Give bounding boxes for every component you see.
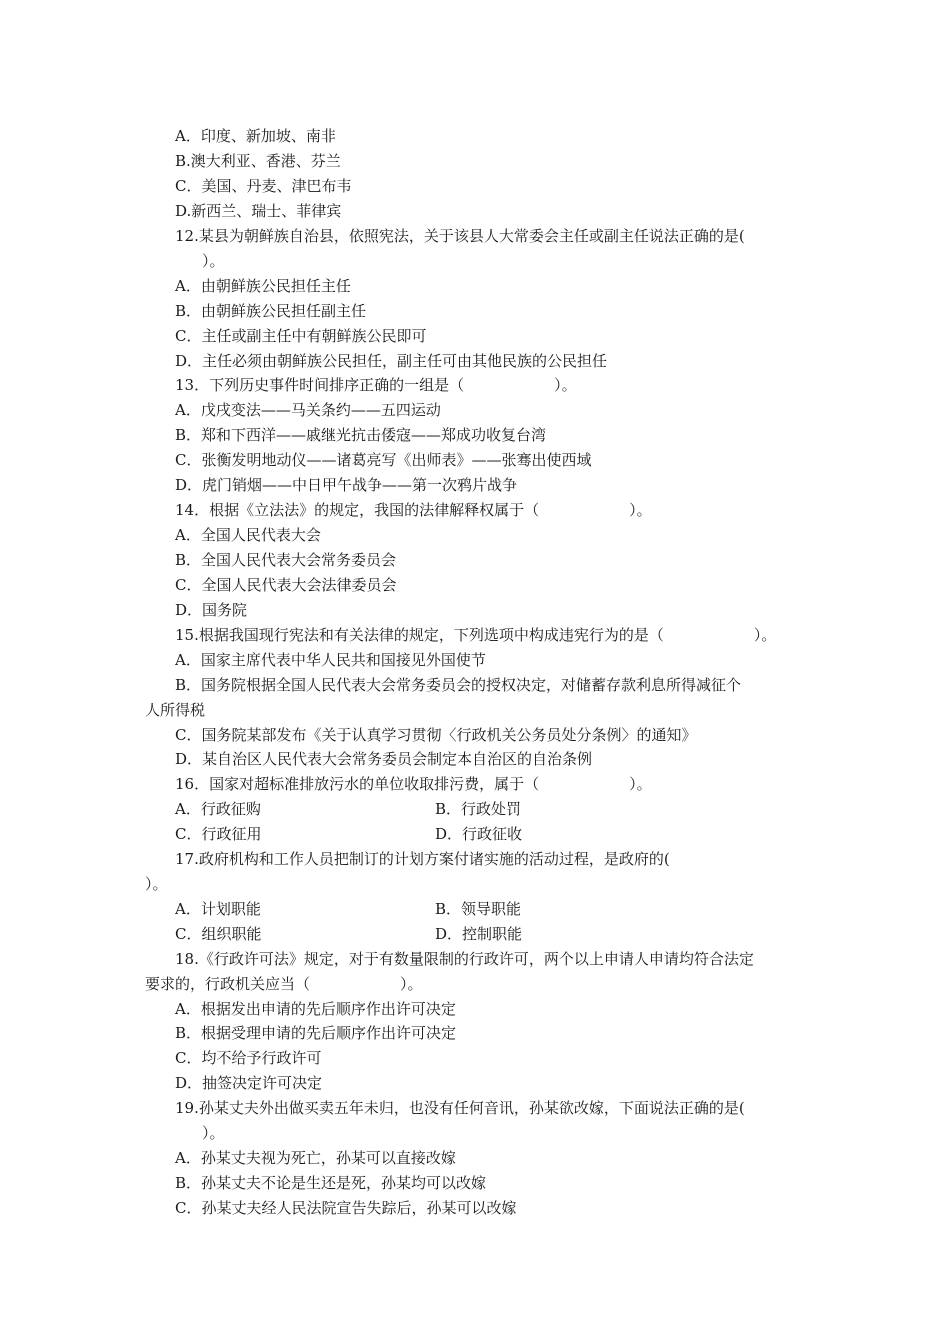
q11-option-c: C．美国、丹麦、津巴布韦 [175, 177, 352, 195]
q12-option-d: D．主任必须由朝鲜族公民担任，副主任可由其他民族的公民担任 [175, 352, 608, 370]
q16-option-c: C．行政征用 [175, 825, 262, 843]
q12-option-a: A．由朝鲜族公民担任主任 [175, 277, 351, 295]
q15-option-d: D．某自治区人民代表大会常务委员会制定本自治区的自治条例 [175, 750, 593, 768]
q12-stem: 12.某县为朝鲜族自治县，依照宪法，关于该县人大常委会主任或副主任说法正确的是( [175, 227, 745, 245]
q17-stem-end: ）。 [145, 875, 168, 893]
q14-option-c: C．全国人民代表大会法律委员会 [175, 576, 397, 594]
q13-option-c: C．张衡发明地动仪——诸葛亮写《出师表》——张骞出使西域 [175, 451, 592, 469]
q13-option-b: B．郑和下西洋——戚继光抗击倭寇——郑成功收复台湾 [175, 426, 547, 444]
q17-option-a: A．计划职能 [175, 900, 261, 918]
q15-option-b: B．国务院根据全国人民代表大会常务委员会的授权决定，对储蓄存款利息所得减征个 [175, 676, 742, 694]
q17-option-b: B．领导职能 [435, 900, 522, 918]
q15-option-b-cont: 人所得税 [145, 701, 206, 719]
q18-option-b: B．根据受理申请的先后顺序作出许可决定 [175, 1024, 457, 1042]
q12-stem-end: ）。 [202, 252, 225, 270]
q11-option-b: B.澳大利亚、香港、芬兰 [175, 152, 341, 170]
q15-stem: 15.根据我国现行宪法和有关法律的规定，下列选项中构成违宪行为的是（ ）。 [175, 626, 777, 644]
q16-option-d: D．行政征收 [435, 825, 523, 843]
q15-option-a: A．国家主席代表中华人民共和国接见外国使节 [175, 651, 486, 669]
q13-option-d: D．虎门销烟——中日甲午战争——第一次鸦片战争 [175, 476, 518, 494]
q18-stem: 18.《行政许可法》规定，对于有数量限制的行政许可，两个以上申请人申请均符合法定 [175, 950, 754, 968]
q14-option-b: B．全国人民代表大会常务委员会 [175, 551, 397, 569]
q13-option-a: A．戊戌变法——马关条约——五四运动 [175, 401, 441, 419]
q11-option-a: A．印度、新加坡、南非 [175, 127, 336, 145]
q17-option-c: C．组织职能 [175, 925, 262, 943]
q16-option-b: B．行政处罚 [435, 800, 522, 818]
q17-stem: 17.政府机构和工作人员把制订的计划方案付诸实施的活动过程，是政府的( [175, 850, 670, 868]
q18-option-c: C．均不给予行政许可 [175, 1049, 322, 1067]
q19-option-a: A．孙某丈夫视为死亡，孙某可以直接改嫁 [175, 1149, 456, 1167]
q11-option-d: D.新西兰、瑞士、菲律宾 [175, 202, 342, 220]
q12-option-b: B．由朝鲜族公民担任副主任 [175, 302, 367, 320]
q16-option-a: A．行政征购 [175, 800, 261, 818]
q14-option-d: D．国务院 [175, 601, 248, 619]
q12-option-c: C．主任或副主任中有朝鲜族公民即可 [175, 327, 427, 345]
q14-option-a: A．全国人民代表大会 [175, 526, 321, 544]
q18-stem-cont: 要求的，行政机关应当（ ）。 [145, 975, 423, 993]
q19-option-b: B．孙某丈夫不论是生还是死，孙某均可以改嫁 [175, 1174, 487, 1192]
q18-option-a: A．根据发出申请的先后顺序作出许可决定 [175, 1000, 456, 1018]
q13-stem: 13．下列历史事件时间排序正确的一组是（ ）。 [175, 376, 577, 394]
q18-option-d: D．抽签决定许可决定 [175, 1074, 323, 1092]
q14-stem: 14．根据《立法法》的规定，我国的法律解释权属于（ ）。 [175, 501, 652, 519]
q19-option-c: C．孙某丈夫经人民法院宣告失踪后，孙某可以改嫁 [175, 1199, 517, 1217]
q19-stem: 19.孙某丈夫外出做买卖五年未归，也没有任何音讯，孙某欲改嫁，下面说法正确的是( [175, 1099, 745, 1117]
q15-option-c: C．国务院某部发布《关于认真学习贯彻〈行政机关公务员处分条例〉的通知》 [175, 726, 697, 744]
q16-stem: 16．国家对超标准排放污水的单位收取排污费，属于（ ）。 [175, 775, 652, 793]
q17-option-d: D．控制职能 [435, 925, 523, 943]
q19-stem-end: ）。 [202, 1124, 225, 1142]
